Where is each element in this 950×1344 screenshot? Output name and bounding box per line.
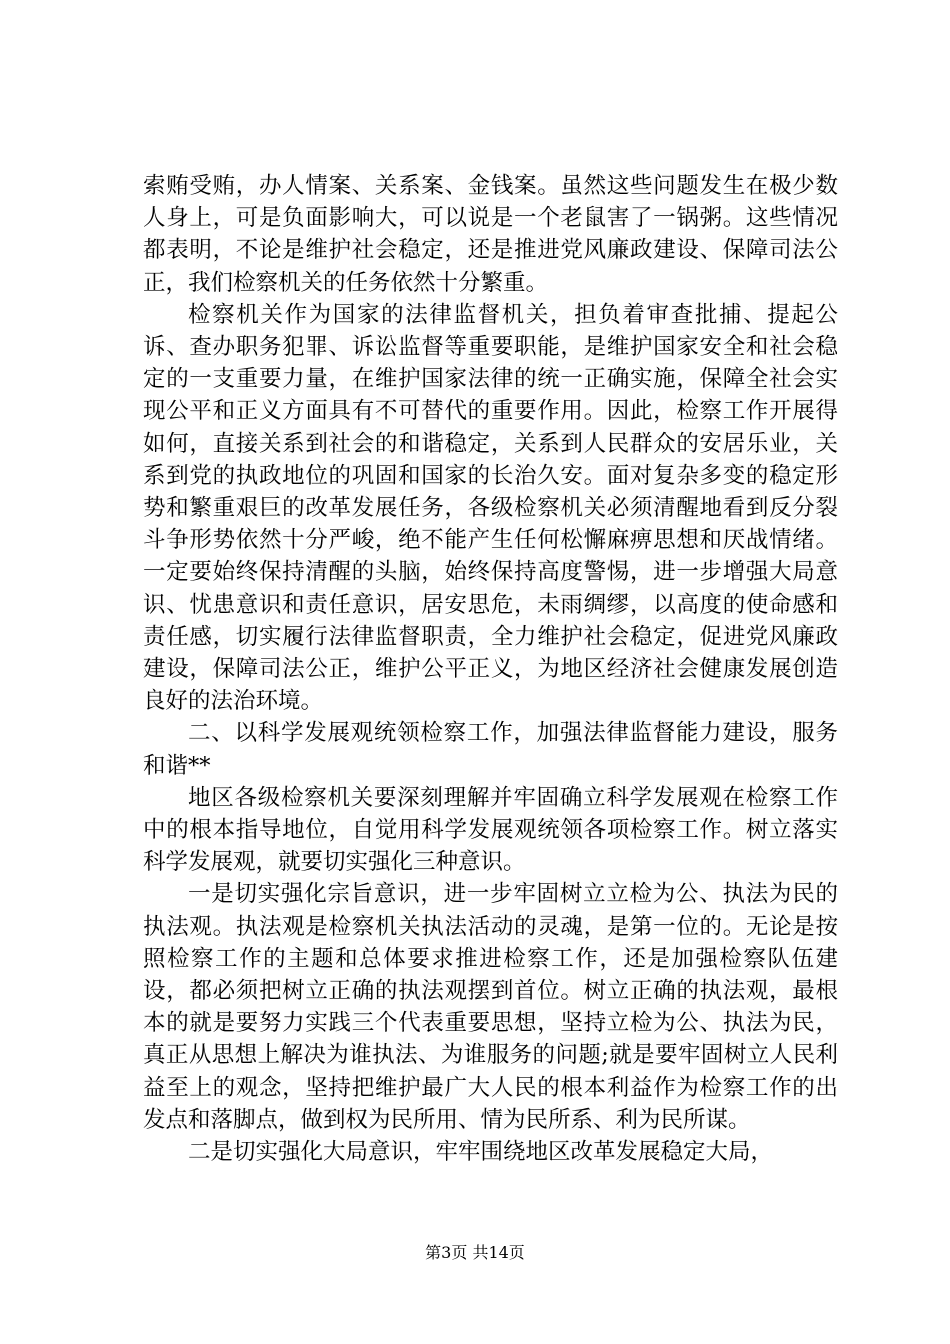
paragraph-4: 一是切实强化宗旨意识，进一步牢固树立立检为公、执法为民的执法观。执法观是检察机关执法活动的灵魂，是第一位的。无论是按照检察工作的主题和总体要求推进检察工作，还是加强检察队伍建设，都必须把树立正确的执法观摆到首位。树立正确的执法观，最根本的就是要努力实践三个代表重要思想，坚持立检为公、执法为民，真正从思想上解决为谁执法、为谁服务的问题;就是要牢固树立人民利益至上的观念，坚持把维护最广大人民的根本利益作为检察工作的出发点和落脚点，做到权为民所用、情为民所系、利为民所谋。 bbox=[143, 881, 838, 1133]
paragraph-1: 索贿受贿，办人情案、关系案、金钱案。虽然这些问题发生在极少数人身上，可是负面影响大，可以说是一个老鼠害了一锅粥。这些情况都表明，不论是维护社会稳定，还是推进党风廉政建设、保障司法公正，我们检察机关的任务依然十分繁重。 bbox=[143, 173, 838, 296]
page-number-footer: 第3页 共14页 bbox=[425, 1243, 525, 1262]
section-heading: 二、以科学发展观统领检察工作，加强法律监督能力建设，服务和谐** bbox=[143, 720, 838, 779]
paragraph-5: 二是切实强化大局意识，牢牢围绕地区改革发展稳定大局， bbox=[188, 1139, 774, 1166]
document-body bbox=[143, 170, 838, 1168]
paragraph-3: 地区各级检察机关要深刻理解并牢固确立科学发展观在检察工作中的根本指导地位，自觉用科学发展观统领各项检察工作。树立落实科学发展观，就要切实强化三种意识。 bbox=[143, 784, 838, 876]
paragraph-2: 检察机关作为国家的法律监督机关，担负着审查批捕、提起公诉、查办职务犯罪、诉讼监督等重要职能，是维护国家安全和社会稳定的一支重要力量，在维护国家法律的统一正确实施，保障全社会实现公平和正义方面具有不可替代的重要作用。因此，检察工作开展得如何，直接关系到社会的和谐稳定，关系到人民群众的安居乐业，关系到党的执政地位的巩固和国家的长治久安。面对复杂多变的稳定形势和繁重艰巨的改革发展任务，各级检察机关必须清醒地看到反分裂斗争形势依然十分严峻，绝不能产生任何松懈麻痹思想和厌战情绪。一定要始终保持清醒的头脑，始终保持高度警惕，进一步增强大局意识、忧患意识和责任意识，居安思危，未雨绸缪，以高度的使命感和责任感，切实履行法律监督职责，全力维护社会稳定，促进党风廉政建设，保障司法公正，维护公平正义，为地区经济社会健康发展创造良好的法治环境。 bbox=[143, 301, 838, 715]
